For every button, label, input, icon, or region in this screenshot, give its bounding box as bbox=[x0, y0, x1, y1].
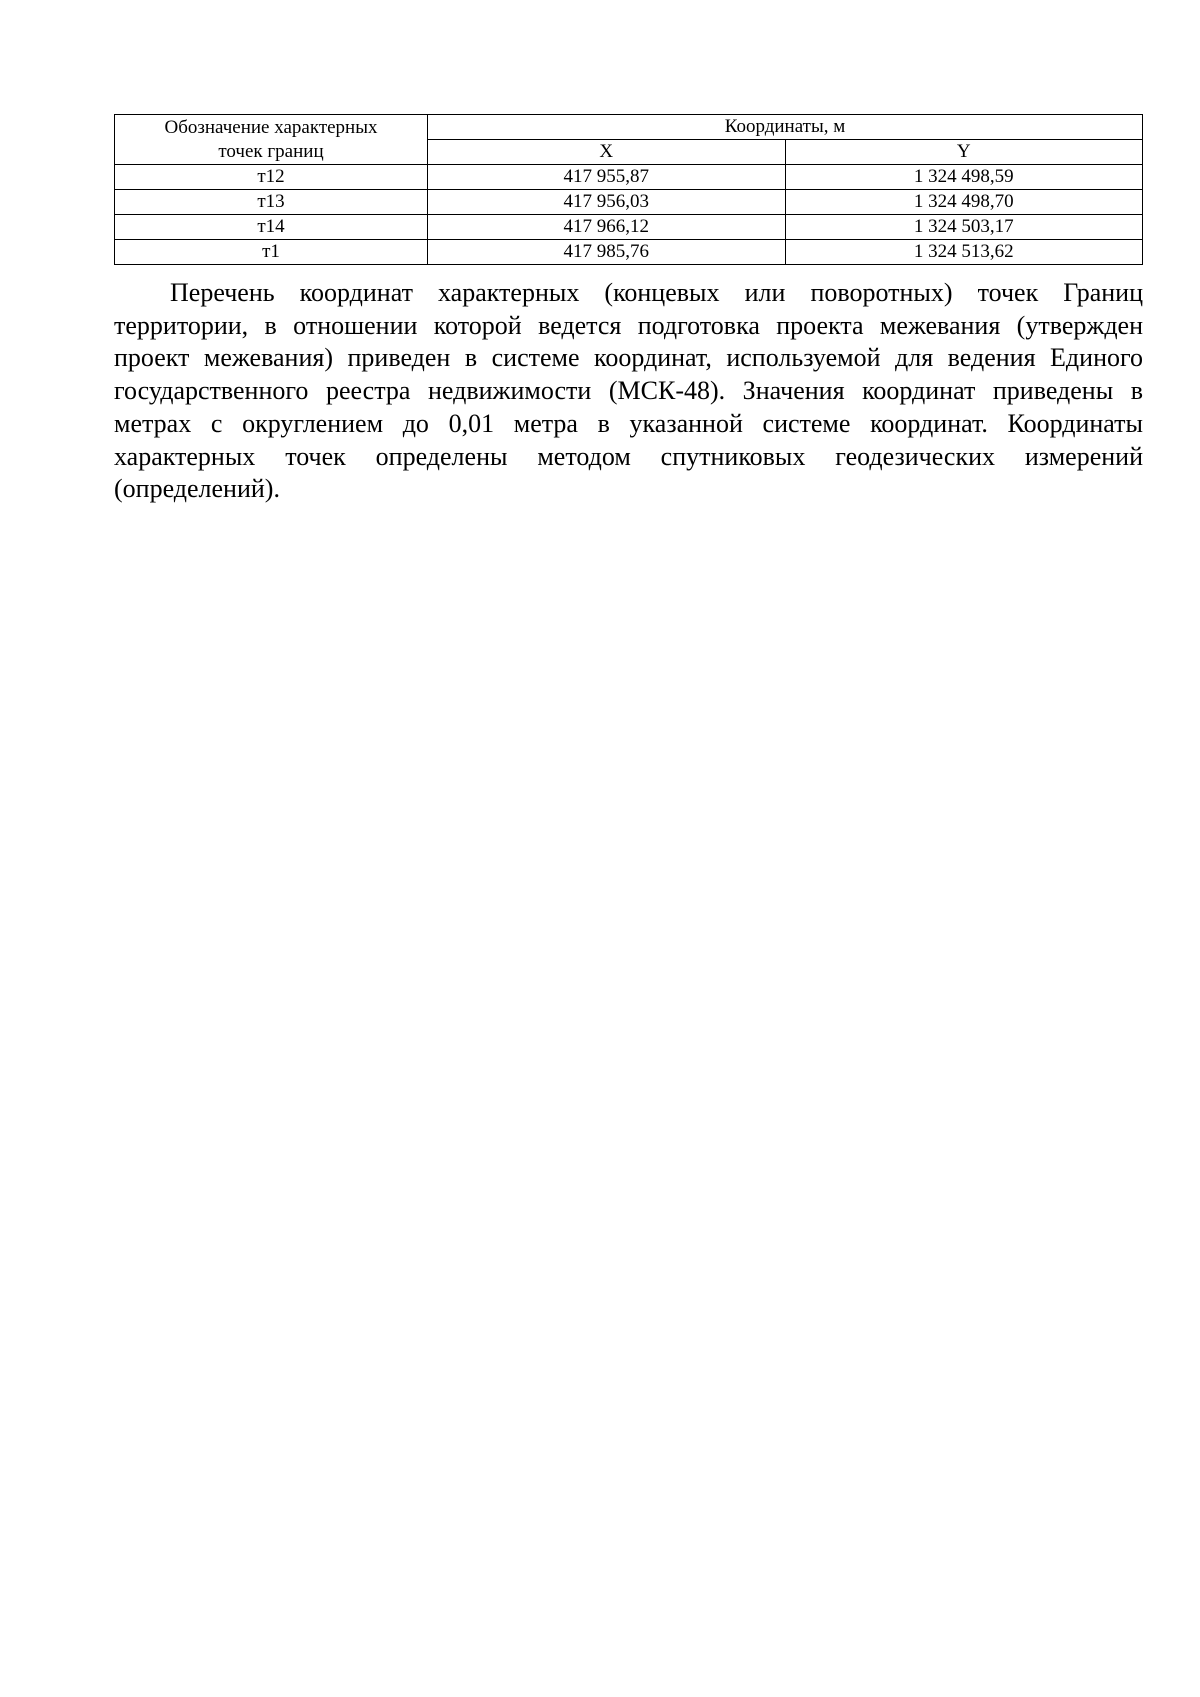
table-header bbox=[115, 115, 1143, 165]
point-header-line-1: Обозначение характерных bbox=[164, 116, 378, 138]
point-cell: т12 bbox=[115, 165, 428, 190]
point-designation-header bbox=[115, 115, 428, 165]
x-column-header: X bbox=[428, 140, 786, 165]
x-cell: 417 966,12 bbox=[428, 215, 786, 240]
point-cell: т1 bbox=[115, 240, 428, 265]
coordinates-table bbox=[114, 114, 1143, 265]
coordinates-description-paragraph: Перечень координат характерных (концевых или поворотных) точек Границ территории, в отношении которой ведется подготовка проекта межевания (утвержден проект межевания) приведен в системе координат, используемой для ведения Единого государственного реестра недвижимости (МСК-48). Значения координат приведены в метрах с округлением до 0,01 метра в указанной системе координат. Координаты характерных точек определены методом спутниковых геодезических измерений (определений). bbox=[114, 278, 1143, 504]
table-header-row bbox=[115, 115, 1143, 140]
y-column-header: Y bbox=[785, 140, 1143, 165]
point-cell: т14 bbox=[115, 215, 428, 240]
table-row bbox=[115, 165, 1143, 190]
x-cell: 417 956,03 bbox=[428, 190, 786, 215]
y-cell: 1 324 498,70 bbox=[785, 190, 1143, 215]
x-cell: 417 955,87 bbox=[428, 165, 786, 190]
x-cell: 417 985,76 bbox=[428, 240, 786, 265]
point-header-line-2: точек границ bbox=[218, 140, 324, 162]
table-row bbox=[115, 190, 1143, 215]
y-cell: 1 324 503,17 bbox=[785, 215, 1143, 240]
coordinates-header: Координаты, м bbox=[428, 115, 1143, 140]
table-row bbox=[115, 240, 1143, 265]
y-cell: 1 324 513,62 bbox=[785, 240, 1143, 265]
point-cell: т13 bbox=[115, 190, 428, 215]
table-row bbox=[115, 215, 1143, 240]
y-cell: 1 324 498,59 bbox=[785, 165, 1143, 190]
table-body bbox=[115, 165, 1143, 265]
